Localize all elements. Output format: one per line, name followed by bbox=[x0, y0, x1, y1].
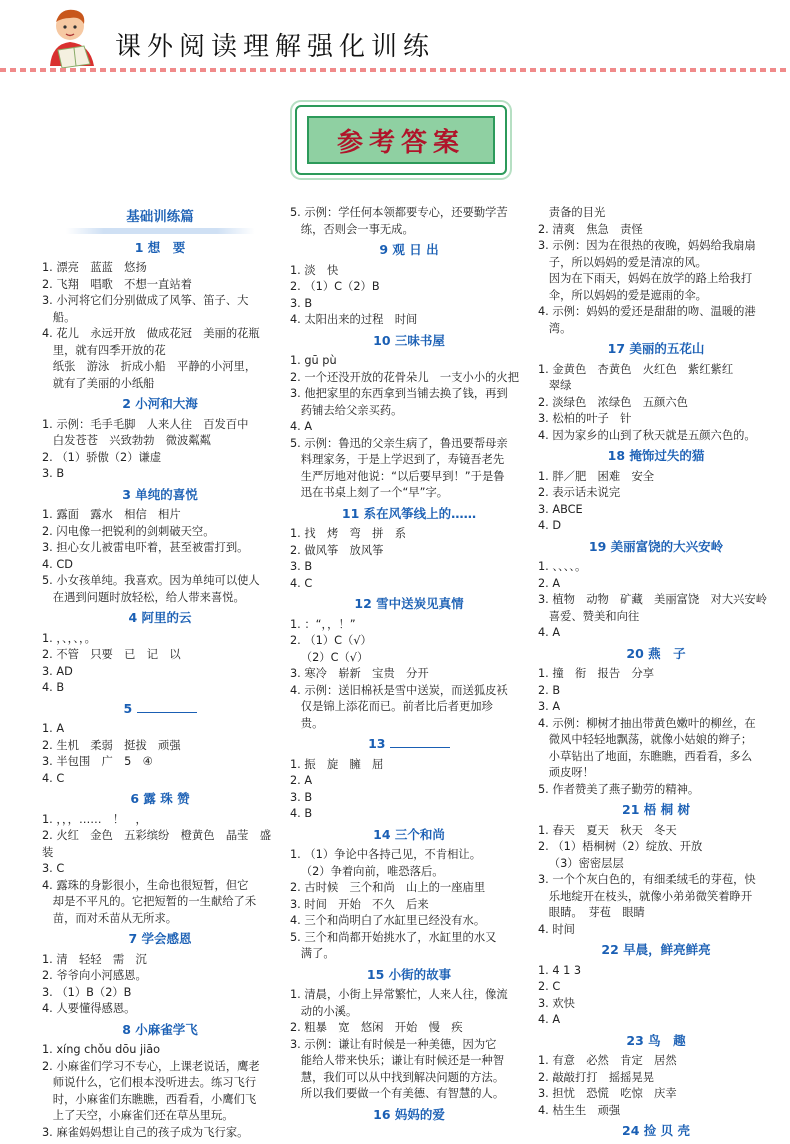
answer-line: 3. A bbox=[538, 700, 561, 713]
answer-line: 4. 露珠的身影很小，生命也很短暂，但它 bbox=[42, 878, 249, 892]
answer-line: 白发苍苍 兴致勃勃 微波粼粼 bbox=[42, 434, 211, 447]
answer-line: 4. B bbox=[42, 681, 65, 694]
header-divider bbox=[0, 68, 790, 72]
answer-line: 4. C bbox=[42, 771, 65, 785]
answer-banner bbox=[295, 105, 507, 175]
answer-line: 4. B bbox=[290, 807, 313, 820]
answer-line: 动的小溪。 bbox=[290, 1004, 358, 1018]
answer-line: 2. （1）梧桐树（2）绽放、开放 bbox=[538, 840, 703, 853]
section-heading: 21 梧 桐 树 bbox=[622, 802, 690, 817]
answer-line: 师说什么，它们根本没听进去。练习飞行 bbox=[42, 1076, 257, 1089]
section-heading: 20 燕 子 bbox=[626, 645, 686, 661]
answer-line: 因为在下雨天，妈妈在放学的路上给我打 bbox=[538, 272, 753, 285]
answer-line: 1. 、、、、。 bbox=[538, 560, 587, 573]
answer-line: 1. （1）争论中各持己见，不肯相让。 bbox=[290, 848, 482, 861]
section-heading: 11 系在风筝线上的…… bbox=[341, 505, 477, 521]
answer-line: 2. 火红 金色 五彩缤纷 橙黄色 晶莹 盛装 bbox=[42, 829, 272, 859]
answer-line: 4. 时间 bbox=[538, 922, 575, 936]
answer-line: 4. A bbox=[538, 626, 561, 639]
section-heading: 23 鸟 趣 bbox=[626, 1032, 686, 1048]
answer-line: 1. 4 1 3 bbox=[538, 963, 582, 977]
answer-line: 3. AD bbox=[42, 664, 73, 678]
answer-line: 2. 不管 只要 已 记 以 bbox=[42, 648, 181, 661]
section-heading: 14 三个和尚 bbox=[373, 826, 445, 842]
answer-line: 3. （1）B（2）B bbox=[42, 985, 132, 999]
answer-line: 2. 粗暴 宽 悠闲 开始 慢 疾 bbox=[290, 1021, 463, 1034]
answer-line: 贵。 bbox=[290, 716, 324, 730]
answer-line: 2. C bbox=[538, 980, 561, 993]
answer-line: 1. A bbox=[42, 722, 65, 735]
answer-line: 2. 飞翔 唱歌 不想一直站着 bbox=[42, 277, 192, 291]
section-heading: 8 小麻雀学飞 bbox=[122, 1021, 198, 1037]
answer-line: 1. 淡 快 bbox=[290, 263, 339, 277]
answer-line: 2. 爷爷向小河感恩。 bbox=[42, 969, 147, 982]
answer-line: 2. 做风筝 放风筝 bbox=[290, 543, 384, 557]
answer-line: 湾。 bbox=[538, 321, 572, 335]
answer-line: 2. （1）骄傲（2）谦虚 bbox=[42, 450, 162, 464]
answer-line: 子，所以妈妈的爱是清凉的风。 bbox=[538, 255, 707, 269]
answer-line: 4. 因为家乡的山到了秋天就是五颜六色的。 bbox=[538, 428, 756, 442]
answer-line: 纸张 游泳 折成小船 平静的小河里， bbox=[42, 360, 257, 373]
answer-line: 3. B bbox=[290, 790, 313, 804]
section-heading: 17 美丽的五花山 bbox=[607, 341, 705, 356]
answer-line: 5. 作者赞美了燕子勤劳的精神。 bbox=[538, 782, 700, 796]
answer-line: 慧，我们可以从中找到解决问题的方法。 bbox=[290, 1070, 505, 1084]
answer-line: 1. 清 轻轻 需 沉 bbox=[42, 952, 147, 966]
answer-line: 却是不平凡的。它把短暂的一生献给了禾 bbox=[42, 895, 257, 908]
answer-line: 2. 表示话未说完 bbox=[538, 486, 621, 499]
section-heading: 22 早晨，鲜亮鲜亮 bbox=[601, 942, 711, 957]
answer-line: 4. 枯生生 顽强 bbox=[538, 1103, 621, 1117]
answer-line: 4. 人要懂得感恩。 bbox=[42, 1002, 136, 1015]
section-heading: 16 妈妈的爱 bbox=[373, 1106, 445, 1122]
answer-line: 1. ：“，，！” bbox=[290, 617, 356, 631]
section-heading: 4 阿里的云 bbox=[128, 610, 192, 625]
answer-line: 3. 欢快 bbox=[538, 996, 575, 1010]
blank-title-line bbox=[390, 737, 450, 748]
answer-line: 2. 古时候 三个和尚 山上的一座庙里 bbox=[290, 881, 486, 894]
page-header bbox=[0, 0, 790, 80]
answer-line: 1. 露面 露水 相信 相片 bbox=[42, 508, 181, 521]
answer-line: 1. ，、，、，。 bbox=[42, 631, 96, 645]
answer-line: 苗，而对禾苗从无所求。 bbox=[42, 911, 178, 925]
answer-line: 上了天空，小麻雀们还在草丛里玩。 bbox=[42, 1109, 234, 1122]
section-heading: 18 掩饰过失的猫 bbox=[607, 448, 705, 463]
answer-line: 1. ，，，…… ！ ， bbox=[42, 812, 147, 826]
section-heading: 6 露 珠 赞 bbox=[130, 791, 190, 806]
answer-line: 3. 担忧 恐慌 吃惊 庆幸 bbox=[538, 1087, 677, 1100]
answer-line: 2. A bbox=[538, 576, 561, 590]
answer-line: 能给人带来快乐；谦让有时候还是一种智 bbox=[290, 1054, 505, 1067]
answer-line: 眼睛。 芽苞 眼睛 bbox=[538, 906, 645, 919]
answer-line: 1. 漂亮 蓝蓝 悠扬 bbox=[42, 261, 147, 274]
answer-line: 4. 花儿 永远开放 做成花冠 美丽的花瓶 bbox=[42, 327, 260, 340]
reading-child-icon bbox=[40, 6, 110, 72]
answer-line: 1. 有意 必然 肯定 居然 bbox=[538, 1054, 677, 1067]
answer-line: 1. 胖／肥 困难 安全 bbox=[538, 469, 655, 483]
answer-line: 3. 半包围 广 5 ④ bbox=[42, 755, 153, 768]
section-heading: 12 雪中送炭见真情 bbox=[354, 596, 464, 611]
answer-line: 迅在书桌上刻了一个“早”字。 bbox=[290, 486, 449, 499]
section-heading: 3 单纯的喜悦 bbox=[122, 486, 198, 502]
answer-line: 3. 麻雀妈妈想让自己的孩子成为飞行家。 bbox=[42, 1125, 249, 1139]
answer-line: 伞，所以妈妈的爱是遮雨的伞。 bbox=[538, 288, 707, 302]
answer-line: 3. B bbox=[290, 560, 313, 573]
answer-line: 时，小麻雀们东瞧瞧，西看看，小鹰们飞 bbox=[42, 1092, 257, 1106]
answer-line: 5. 示例：鲁迅的父亲生病了，鲁迅要帮母亲 bbox=[290, 436, 508, 450]
answer-line: 2. 一个还没开放的花骨朵儿 一支小小的火把 bbox=[290, 370, 520, 384]
answer-line: （2）争着向前，唯恐落后。 bbox=[290, 864, 444, 878]
header-title: 课外阅读理解强化训练 bbox=[115, 32, 436, 62]
answer-line: 2. （1）C（√） bbox=[290, 634, 372, 647]
answer-line: 2. 清爽 焦急 责怪 bbox=[538, 222, 643, 236]
answer-line: 仅是锦上添花而已。前者比后者更加珍 bbox=[290, 700, 493, 713]
answer-line: 3. 示例：谦让有时候是一种美德，因为它 bbox=[290, 1037, 497, 1051]
section-heading: 9 观 日 出 bbox=[379, 242, 439, 257]
answer-line: 在遇到问题时放轻松，给人带来喜悦。 bbox=[42, 590, 245, 604]
answer-line: 4. 示例：柳树才抽出带黄色嫩叶的柳丝，在 bbox=[538, 716, 756, 730]
answer-line: 生严厉地对他说：“以后要早到！”于是鲁 bbox=[290, 469, 505, 483]
answer-line: 1. 撞 衔 报告 分享 bbox=[538, 667, 655, 680]
answer-line: 4. A bbox=[538, 1013, 561, 1026]
section-heading: 15 小街的故事 bbox=[366, 966, 452, 982]
answer-column-2 bbox=[290, 205, 528, 1127]
answer-line: （3）密密层层 bbox=[538, 856, 624, 870]
answer-line: 3. 小河将它们分别做成了风筝、笛子、大 bbox=[42, 294, 249, 307]
answer-line: 1. gū pù bbox=[290, 354, 337, 367]
answer-line: 4. CD bbox=[42, 557, 73, 571]
answer-line: 就有了美丽的小纸船 bbox=[42, 376, 155, 390]
answer-line: 3. 示例：因为在很热的夜晚，妈妈给我扇扇 bbox=[538, 239, 756, 252]
answer-line: 练，否则会一事无成。 bbox=[290, 222, 414, 236]
answer-line: 5. 小女孩单纯。我喜欢。因为单纯可以使人 bbox=[42, 574, 260, 587]
section-heading: 7 学会感恩 bbox=[128, 931, 192, 946]
answer-line: 3. B bbox=[290, 296, 313, 310]
answer-line: 药铺去给父亲买药。 bbox=[290, 403, 403, 417]
answer-line: 小草钻出了地面，东瞧瞧，西看看，多么 bbox=[538, 749, 753, 763]
answer-line: 喜爱、赞美和向往 bbox=[538, 609, 640, 623]
answer-line: 4. C bbox=[290, 576, 313, 590]
section-heading-blank bbox=[42, 701, 278, 718]
answer-line: 2. B bbox=[538, 683, 561, 697]
answer-line: 3. 松柏的叶子 针 bbox=[538, 412, 632, 425]
answer-line: 3. 担心女儿被雷电吓着，甚至被雷打到。 bbox=[42, 541, 249, 554]
answer-line: 所以我们要做一个有美德、有智慧的人。 bbox=[290, 1087, 505, 1100]
answer-line: 1. 振 旋 臃 屈 bbox=[290, 757, 384, 771]
answer-line: （2）C（√） bbox=[290, 650, 369, 664]
answer-line: 里，就有四季开放的花 bbox=[42, 343, 166, 357]
answer-line: 5. 三个和尚都开始挑水了，水缸里的水又 bbox=[290, 930, 497, 944]
answer-line: 2. 小麻雀们学习不专心，上课老说话，鹰老 bbox=[42, 1059, 260, 1073]
answer-line: 顽皮呀！ bbox=[538, 766, 594, 779]
answer-line: 3. 植物 动物 矿藏 美丽富饶 对大兴安岭 bbox=[538, 593, 768, 606]
answer-line: 2. 敲敲打打 摇摇晃晃 bbox=[538, 1070, 655, 1084]
answer-column-1 bbox=[42, 205, 278, 1141]
answer-line: 乐地绽开在枝头，就像小弟弟微笑着睁开 bbox=[538, 889, 753, 903]
answer-line: 船。 bbox=[42, 310, 76, 324]
answer-line: 料理家务，于是上学迟到了，寿镜吾老先 bbox=[290, 453, 505, 466]
section-heading-blank bbox=[290, 736, 528, 753]
answer-line: 3. 时间 开始 不久 后来 bbox=[290, 897, 429, 911]
answer-line: 1. 春天 夏天 秋天 冬天 bbox=[538, 823, 677, 837]
answer-line: 4. 三个和尚明白了水缸里已经没有水。 bbox=[290, 914, 486, 927]
answer-line: 2. 闪电像一把锐利的剑刺破天空。 bbox=[42, 524, 215, 538]
section-heading: 24 捡 贝 壳 bbox=[622, 1123, 690, 1138]
answer-line: 2. （1）C（2）B bbox=[290, 280, 380, 293]
answer-line: 翠绿 bbox=[538, 379, 572, 392]
section-number: 13 bbox=[368, 736, 386, 751]
answer-line: 4. 示例：妈妈的爱还是甜甜的吻、温暖的港 bbox=[538, 305, 756, 318]
section-heading: 2 小河和大海 bbox=[122, 396, 198, 411]
answer-line: 1. xíng chǒu dōu jiāo bbox=[42, 1043, 161, 1056]
answer-column-3 bbox=[538, 205, 774, 1144]
answer-line: 4. D bbox=[538, 519, 562, 532]
answer-line: 4. 示例：送旧棉袄是雪中送炭，而送狐皮袄 bbox=[290, 683, 508, 697]
answer-line: 3. B bbox=[42, 467, 65, 480]
answer-line: 2. 生机 柔弱 挺拔 顽强 bbox=[42, 738, 181, 752]
answer-line: 3. ABCE bbox=[538, 502, 583, 516]
answer-line: 2. 淡绿色 浓绿色 五颜六色 bbox=[538, 395, 688, 409]
section-heading: 10 三味书屋 bbox=[373, 332, 445, 348]
answer-line: 1. 示例：毛手毛脚 人来人往 百发百中 bbox=[42, 417, 249, 431]
section-heading: 19 美丽富饶的大兴安岭 bbox=[588, 538, 724, 554]
answer-line: 3. 他把家里的东西拿到当铺去换了钱，再到 bbox=[290, 387, 508, 400]
section-number: 5 bbox=[123, 700, 133, 716]
answer-line: 微风中轻轻地飘荡，就像小姑娘的辫子； bbox=[538, 733, 753, 746]
answer-line: 3. 寒冷 崭新 宝贵 分开 bbox=[290, 667, 429, 680]
answer-line: 1. 找 烤 弯 拼 系 bbox=[290, 527, 407, 540]
answer-line: 责备的目光 bbox=[538, 206, 606, 219]
answer-line: 3. C bbox=[42, 862, 65, 875]
section-main-heading: 基础训练篇 bbox=[42, 209, 278, 234]
answer-line: 满了。 bbox=[290, 947, 335, 960]
answer-line: 5. 示例：学任何本领都要专心，还要勤学苦 bbox=[290, 206, 508, 219]
blank-title-line bbox=[137, 702, 197, 713]
banner-title: 参考答案 bbox=[336, 127, 465, 158]
answer-line: 4. 太阳出来的过程 时间 bbox=[290, 313, 418, 326]
answer-line: 4. A bbox=[290, 420, 313, 433]
answer-line: 2. A bbox=[290, 774, 313, 787]
section-heading: 1 想 要 bbox=[134, 239, 186, 255]
answer-line: 1. 清晨，小街上异常繁忙，人来人往，像流 bbox=[290, 988, 508, 1001]
answer-line: 1. 金黄色 杏黄色 火红色 紫红紫红 bbox=[538, 362, 734, 376]
answer-line: 3. 一个个灰白色的，有细柔绒毛的芽苞，快 bbox=[538, 873, 756, 886]
